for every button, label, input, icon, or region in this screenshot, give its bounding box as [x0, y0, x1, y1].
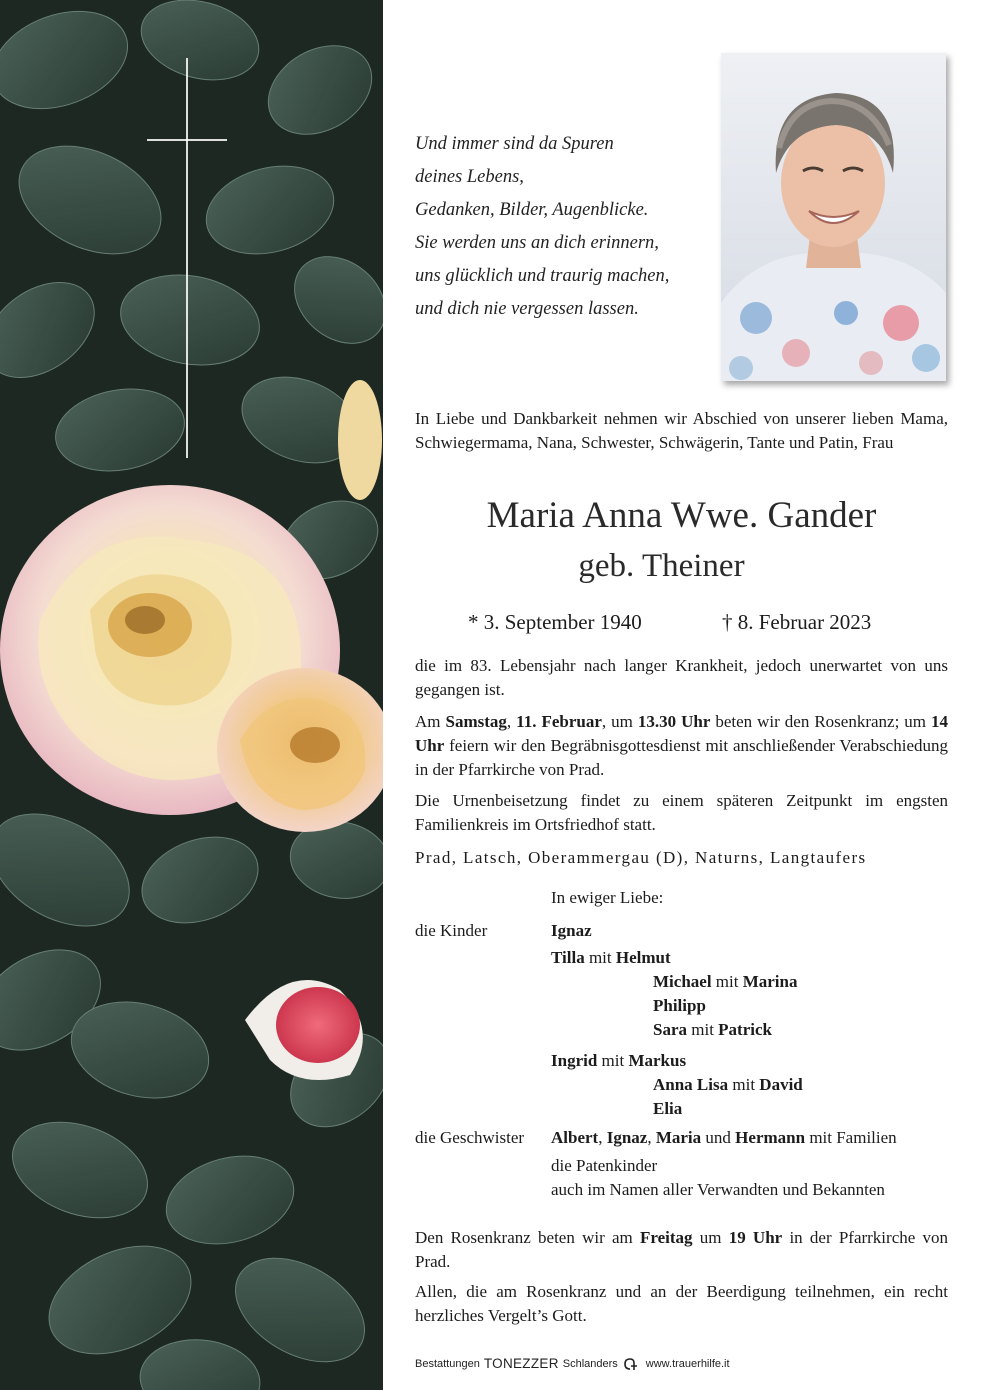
deceased-name: Maria Anna Wwe. Gander [486, 495, 877, 536]
places: Prad, Latsch, Oberammergau (D), Naturns, Langtaufers [415, 848, 867, 867]
mourner-line: Anna Lisa mit David [653, 1075, 803, 1094]
mourner-line: Philipp [653, 996, 706, 1015]
godchildren-line: die Patenkinder [551, 1156, 658, 1175]
relatives-line: auch im Namen aller Verwandten und Bekannten [551, 1180, 885, 1199]
poem-line: und dich nie vergessen lassen. [415, 299, 639, 319]
thanks-text: Allen, die am Rosenkranz und an der Beerdigung teilnehmen, ein recht herzliches Vergelt’s Gott. [415, 1282, 948, 1325]
portrait-image [721, 53, 946, 381]
poem-line: Und immer sind da Spuren [415, 134, 614, 154]
poem-line: uns glücklich und traurig machen, [415, 266, 670, 286]
mourner-line: Michael mit Marina [653, 972, 798, 991]
portrait-photo [721, 53, 946, 381]
footer-website: www.trauerhilfe.it [645, 1357, 730, 1370]
birth-date: * 3. September 1940 [468, 610, 642, 634]
mourner-line: Sara mit Patrick [653, 1020, 772, 1039]
cross-vertical-bar [186, 58, 188, 458]
footer-place: Schlanders [562, 1357, 618, 1370]
poem-line: Gedanken, Bilder, Augenblicke. [415, 200, 649, 220]
passing-text: die im 83. Lebensjahr nach langer Krankheit, jedoch unerwartet von uns gegangen ist. [415, 656, 948, 699]
cross-horizontal-bar [147, 139, 227, 141]
mourner-line: Tilla mit Helmut [551, 948, 671, 967]
siblings-label: die Geschwister [415, 1128, 525, 1147]
mourner-line: Albert, Ignaz, Maria und Hermann mit Familien [551, 1128, 897, 1147]
rose-photo-panel [0, 0, 383, 1390]
death-date: † 8. Februar 2023 [722, 610, 872, 634]
rose-photo [0, 0, 383, 1390]
mourner-line: Ignaz [551, 921, 592, 940]
poem [415, 128, 715, 326]
mourner-line: Elia [653, 1099, 683, 1118]
mourners-heading: In ewiger Liebe: [551, 888, 664, 907]
funeral-details: Am Samstag, 11. Februar, um 13.30 Uhr beten wir den Rosenkranz; um 14 Uhr feiern wir den Begräbnisgottesdienst mit anschließender Verabschiedung in der Pfarrkirche von Prad. [415, 712, 949, 779]
poem-line: Sie werden uns an dich erinnern, [415, 233, 659, 253]
rosary-text: Den Rosenkranz beten wir am Freitag um 19 Uhr in der Pfarrkirche von Prad. [415, 1228, 949, 1271]
children-label: die Kinder [415, 921, 488, 940]
footer-prefix: Bestattungen [415, 1357, 480, 1370]
intro-text: In Liebe und Dankbarkeit nehmen wir Abschied von unserer lieben Mama, Schwiegermama, Nana, Schwester, Schwägerin, Tante und Patin, Frau [415, 409, 948, 452]
mourner-line: Ingrid mit Markus [551, 1051, 687, 1070]
footer [415, 1356, 730, 1371]
poem-line: deines Lebens, [415, 167, 524, 187]
urn-burial-text: Die Urnenbeisetzung findet zu einem späteren Zeitpunkt im engsten Familienkreis im Ortsfriedhof statt. [415, 791, 948, 834]
trauerhilfe-logo-icon [622, 1357, 642, 1371]
maiden-name: geb. Theiner [578, 548, 745, 584]
footer-brand: TONEZZER [483, 1356, 559, 1371]
